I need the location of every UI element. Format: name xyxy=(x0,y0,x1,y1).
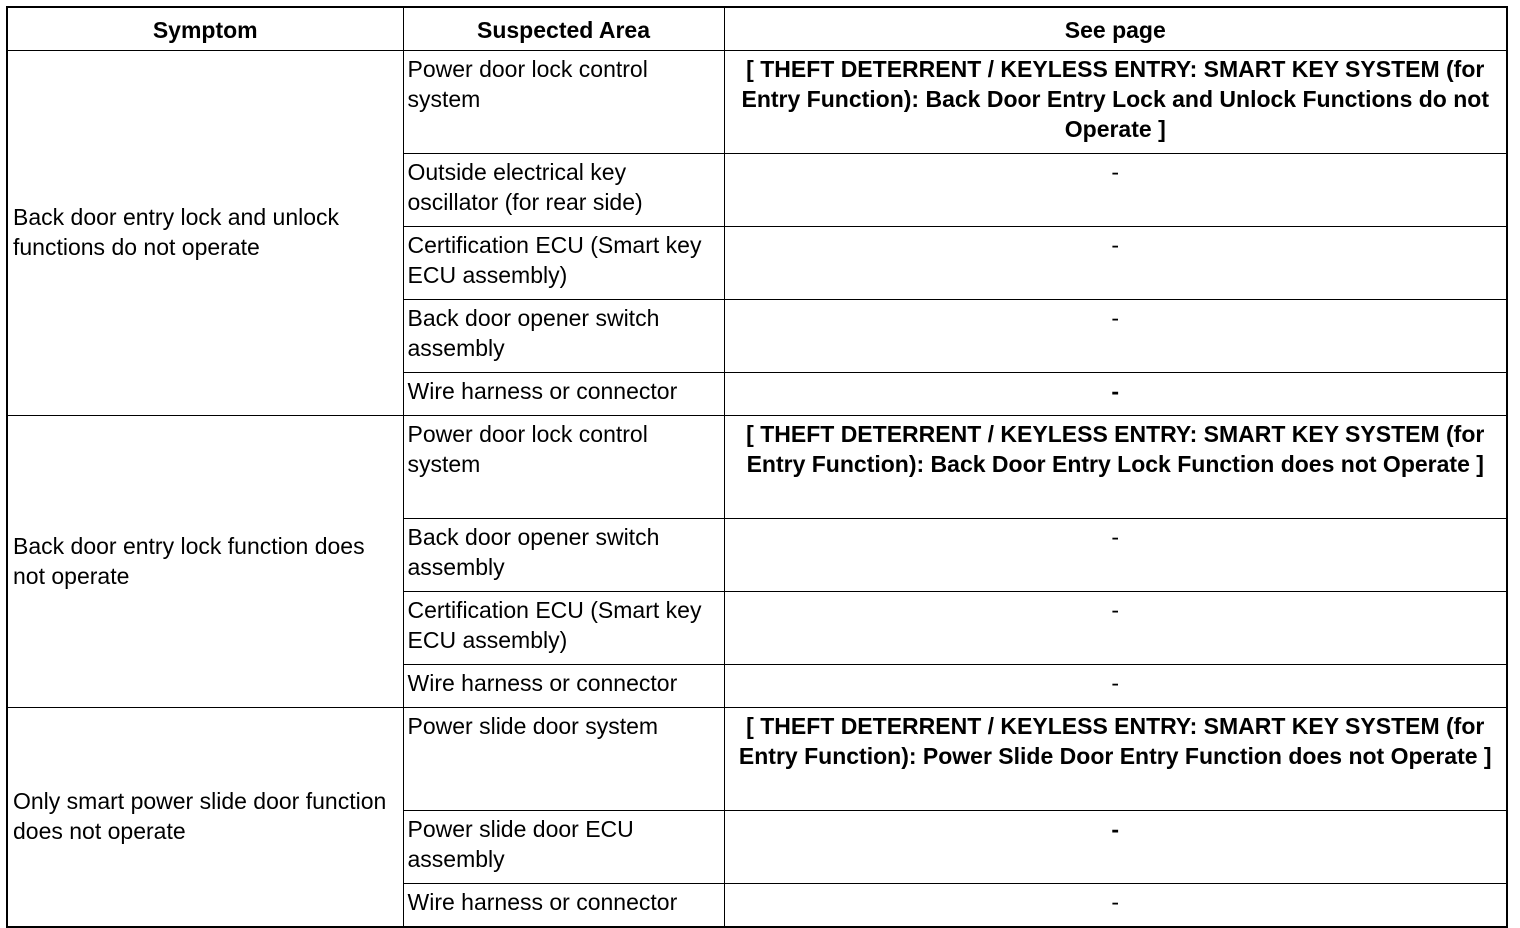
see-page-cell: - xyxy=(724,811,1507,884)
suspected-area-cell: Wire harness or connector xyxy=(403,884,724,928)
suspected-area-cell: Back door opener switch assembly xyxy=(403,300,724,373)
table-row xyxy=(7,416,1507,519)
table-row xyxy=(7,51,1507,154)
see-page-cell: - xyxy=(724,373,1507,416)
see-page-link[interactable]: [ THEFT DETERRENT / KEYLESS ENTRY: SMART KEY SYSTEM (for Entry Function): Back Door Entry Lock Function does not Operate ] xyxy=(724,416,1507,519)
header-see-page: See page xyxy=(724,7,1507,51)
header-symptom: Symptom xyxy=(7,7,403,51)
suspected-area-cell: Certification ECU (Smart key ECU assembly) xyxy=(403,227,724,300)
symptom-cell: Only smart power slide door function does not operate xyxy=(7,708,403,928)
table-row xyxy=(7,708,1507,811)
suspected-area-cell: Outside electrical key oscillator (for rear side) xyxy=(403,154,724,227)
see-page-cell: - xyxy=(724,519,1507,592)
see-page-link[interactable]: [ THEFT DETERRENT / KEYLESS ENTRY: SMART KEY SYSTEM (for Entry Function): Power Slide Door Entry Function does not Operate ] xyxy=(724,708,1507,811)
see-page-link[interactable]: [ THEFT DETERRENT / KEYLESS ENTRY: SMART KEY SYSTEM (for Entry Function): Back Door Entry Lock and Unlock Functions do not Operate ] xyxy=(724,51,1507,154)
suspected-area-cell: Back door opener switch assembly xyxy=(403,519,724,592)
symptom-cell: Back door entry lock function does not operate xyxy=(7,416,403,708)
see-page-cell: - xyxy=(724,592,1507,665)
suspected-area-cell: Power door lock control system xyxy=(403,416,724,519)
symptom-cell: Back door entry lock and unlock functions do not operate xyxy=(7,51,403,416)
header-row xyxy=(7,7,1507,51)
problem-symptoms-table xyxy=(6,6,1508,928)
see-page-cell: - xyxy=(724,300,1507,373)
suspected-area-cell: Wire harness or connector xyxy=(403,665,724,708)
suspected-area-cell: Wire harness or connector xyxy=(403,373,724,416)
suspected-area-cell: Power door lock control system xyxy=(403,51,724,154)
suspected-area-cell: Certification ECU (Smart key ECU assembly) xyxy=(403,592,724,665)
suspected-area-cell: Power slide door system xyxy=(403,708,724,811)
see-page-cell: - xyxy=(724,884,1507,928)
see-page-cell: - xyxy=(724,665,1507,708)
see-page-cell: - xyxy=(724,154,1507,227)
see-page-cell: - xyxy=(724,227,1507,300)
header-suspected-area: Suspected Area xyxy=(403,7,724,51)
suspected-area-cell: Power slide door ECU assembly xyxy=(403,811,724,884)
